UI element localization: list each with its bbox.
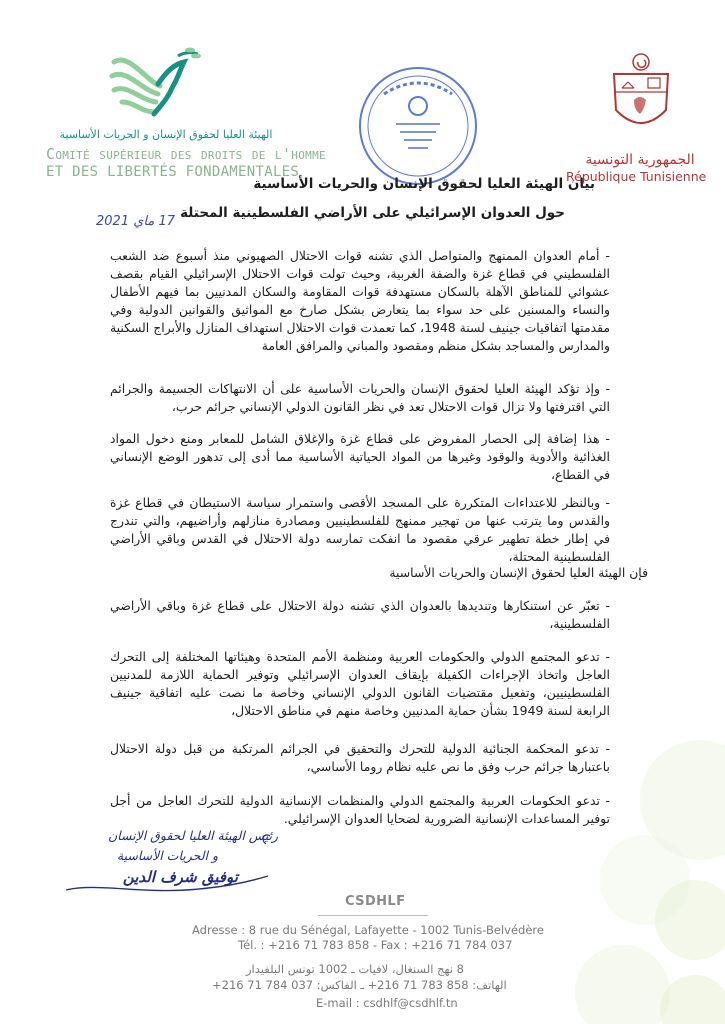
signatory-title-line2: و الحريات الأساسية — [116, 848, 218, 863]
demand-4: - تدعو الحكومات العربية والمجتمع الدولي والمنظمات الإنسانية الدولية للتحرك العاجل من أجل توفير المساعدات الإنسانية الضرورية لضحايا العدوان الإسرائيلي. — [110, 793, 610, 826]
org-name-french-line1: Comité supérieur des droits de l'homme — [46, 145, 326, 163]
demand-2: - تدعو المجتمع الدولي والحكومات العربية ومنظمة الأمم المتحدة وهيئاتها المختلفة إلى التحرك العاجل واتخاذ الإجراءات الكفيلة بإيقاف العدوان الإسرائيلي وتوفير الحماية اللازمة للمدنيين الفلسطينيين، وتفعيل مقتضيات القانون الدولي الإنساني وخاصة ما نصت عليه اتفاقية جينيف الرابعة لسنة 1949 بشأن حماية المدنيين وخاصة منهم في مناطق الاحتلال، — [110, 649, 610, 718]
statement-subtitle: حول العدوان الإسرائيلي على الأراضي الفلسطينية المحتلة — [180, 205, 565, 221]
demand-3: - تدعو المحكمة الجنائية الدولية للتحرك والتحقيق في الجرائم المرتكبة من قبل دولة الاحتلال باعتبارها جرائم حرب وفق ما نص عليه نظام روما الأساسي، — [110, 741, 610, 774]
footer-email: E-mail : csdhlf@csdhlf.tn — [316, 996, 458, 1010]
state-name-arabic: الجمهورية التونسية — [585, 152, 695, 168]
signatory-title-line1: رئيس الهيئة العليا لحقوق الإنسان — [107, 828, 278, 843]
footer-address-french: Adresse : 8 rue du Sénégal, Lafayette - 1002 Tunis-Belvédère — [192, 923, 544, 937]
handwritten-date: 17 ماي 2021 — [96, 214, 176, 229]
signatory-name: توفيق شرف الدين — [122, 868, 238, 886]
footer-phone-arabic: الهاتف: 858 783 71 216+ ـ الفاكس: 037 784 71 216+ — [212, 978, 507, 992]
dove-logo-icon — [108, 42, 204, 124]
paragraph-3: - هذا إضافة إلى الحصار المفروض على قطاع غزة والإغلاق الشامل للمعابر ومنع دخول المواد الغذائية والأدوية والوقود وغيرها من المواد الحياتية الأساسية مما أدى إلى تدهور الوضع الإنساني في القطاع، — [110, 431, 610, 482]
paragraph-1: - أمام العدوان الممنهج والمتواصل الذي تشنه قوات الاحتلال الصهيوني منذ أسبوع ضد الشعب الفلسطيني في قطاع غزة والضفة الغربية، وحيث تولت قوات الاحتلال الإسرائيلي القيام بقصف عشوائي للمناطق الآهلة بالسكان مستهدفة قوات المقاومة والسكان المدنيين بما فيهم الأطفال والنساء والمسنين على حد سواء بما يتعارض بشكل صارخ مع المواثيق والقوانين الدولية وفي مقدمتها اتفاقيات جينيف لسنة 1948، كما تعمدت قوات الاحتلال استهداف المنازل والأبراج السكنية والمدارس والمساجد بشكل منظم ومقصود والمباني والمرافق العامة — [110, 248, 610, 353]
state-emblem-icon — [608, 52, 674, 138]
watermark-circle — [655, 880, 725, 960]
footer-phone-french: Tél. : +216 71 783 858 - Fax : +216 71 784 037 — [238, 938, 513, 952]
signature-scribble-icon — [58, 826, 278, 904]
signature-block — [58, 826, 278, 904]
state-name-french: République Tunisienne — [566, 169, 707, 184]
footer-address-arabic: 8 نهج السنغال، لافيات ـ 1002 تونس البلفيدار — [246, 962, 464, 976]
org-name-arabic: الهيئة العليا لحقوق الإنسان و الحريات الأساسية — [59, 128, 273, 141]
footer-divider — [318, 915, 428, 916]
demand-1: - تعبّر عن استنكارها وتنديدها بالعدوان الذي تشنه دولة الاحتلال على قطاع غزة وباقي الأراضي الفلسطينية، — [110, 598, 610, 631]
org-name-french-line2: ET DES LIBERTÉS FONDAMENTALES — [46, 164, 300, 180]
watermark-circle — [660, 975, 725, 1024]
watermark-circle — [575, 945, 670, 1024]
paragraph-2: - وإذ تؤكد الهيئة العليا لحقوق الإنسان والحريات الأساسية على أن الانتهاكات الجسيمة والجرائم التي اقترفتها ولا تزال قوات الاحتلال تعد في نظر القانون الدولي الإنساني جرائم حرب، — [110, 381, 610, 414]
lead-in-line: فإن الهيئة العليا لحقوق الإنسان والحريات الأساسية — [389, 565, 648, 580]
footer-org-acronym: CSDHLF — [345, 894, 406, 909]
official-stamp-icon — [356, 64, 480, 188]
paragraph-4: - وبالنظر للاعتداءات المتكررة على المسجد الأقصى واستمرار سياسة الاستيطان في قطاع غزة والقدس وما يترتب عنها من تهجير ممنهج للفلسطينيين ومصادرة منازلهم وأراضيهم، والتي تندرج في إطار خطة تطهير عرقي مقصود ما انفكت تمارسه دولة الاحتلال في القدس وباقي الأراضي الفلسطينية المحتلة، — [110, 495, 610, 564]
statement-title: بيان الهيئة العليا لحقوق الإنسان والحريات الأساسية — [253, 176, 595, 192]
